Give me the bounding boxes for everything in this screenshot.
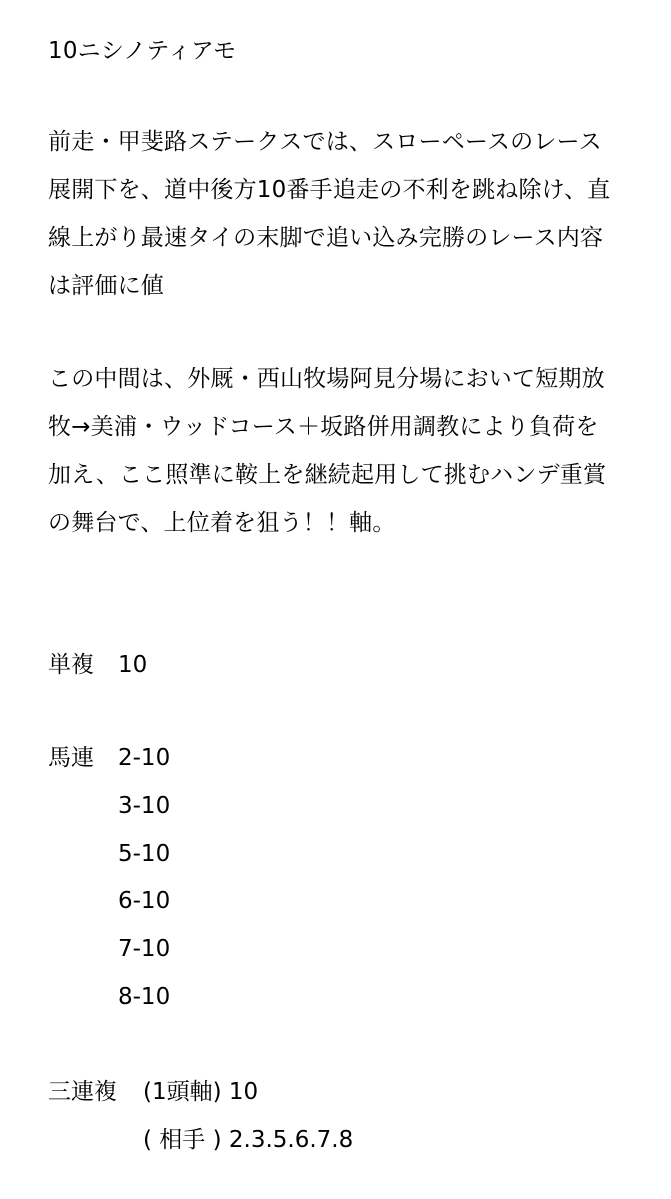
bet-value-umaren: 7-10 bbox=[118, 936, 171, 962]
bet-value-umaren: 3-10 bbox=[118, 793, 171, 819]
paragraph-line: 線上がり最速タイの末脚で追い込み完勝のレース内容 bbox=[48, 225, 604, 251]
bet-label-umaren: 馬連 bbox=[48, 745, 94, 771]
bet-value-umaren: 2-10 bbox=[118, 745, 171, 771]
bet-value-sanrenpuku-partners: ( 相手 ) 2.3.5.6.7.8 bbox=[143, 1127, 354, 1153]
bet-label-tanpuku: 単複 bbox=[48, 652, 94, 678]
bet-value-tanpuku: 10 bbox=[118, 652, 148, 678]
bet-label-sanrenpuku: 三連複 bbox=[48, 1079, 117, 1105]
bet-value-umaren: 6-10 bbox=[118, 888, 171, 914]
paragraph-line: この中間は、外厩・西山牧場阿見分場において短期放 bbox=[48, 366, 605, 392]
horse-title: 10ニシノティアモ bbox=[48, 38, 237, 64]
paragraph-line: 加え、ここ照準に鞍上を継続起用して挑むハンデ重賞 bbox=[48, 462, 607, 488]
bet-value-umaren: 8-10 bbox=[118, 984, 171, 1010]
paragraph-line: は評価に値 bbox=[48, 273, 164, 299]
paragraph-line: 牧→美浦・ウッドコース＋坂路併用調教により負荷を bbox=[48, 414, 599, 440]
bet-value-sanrenpuku-axis: (1頭軸) 10 bbox=[143, 1079, 259, 1105]
paragraph-line: の舞台で、上位着を狙う！！軸。 bbox=[48, 510, 396, 536]
paragraph-line: 前走・甲斐路ステークスでは、スローペースのレース bbox=[48, 129, 602, 155]
bet-value-umaren: 5-10 bbox=[118, 841, 171, 867]
paragraph-line: 展開下を、道中後方10番手追走の不利を跳ね除け、直 bbox=[48, 177, 611, 203]
